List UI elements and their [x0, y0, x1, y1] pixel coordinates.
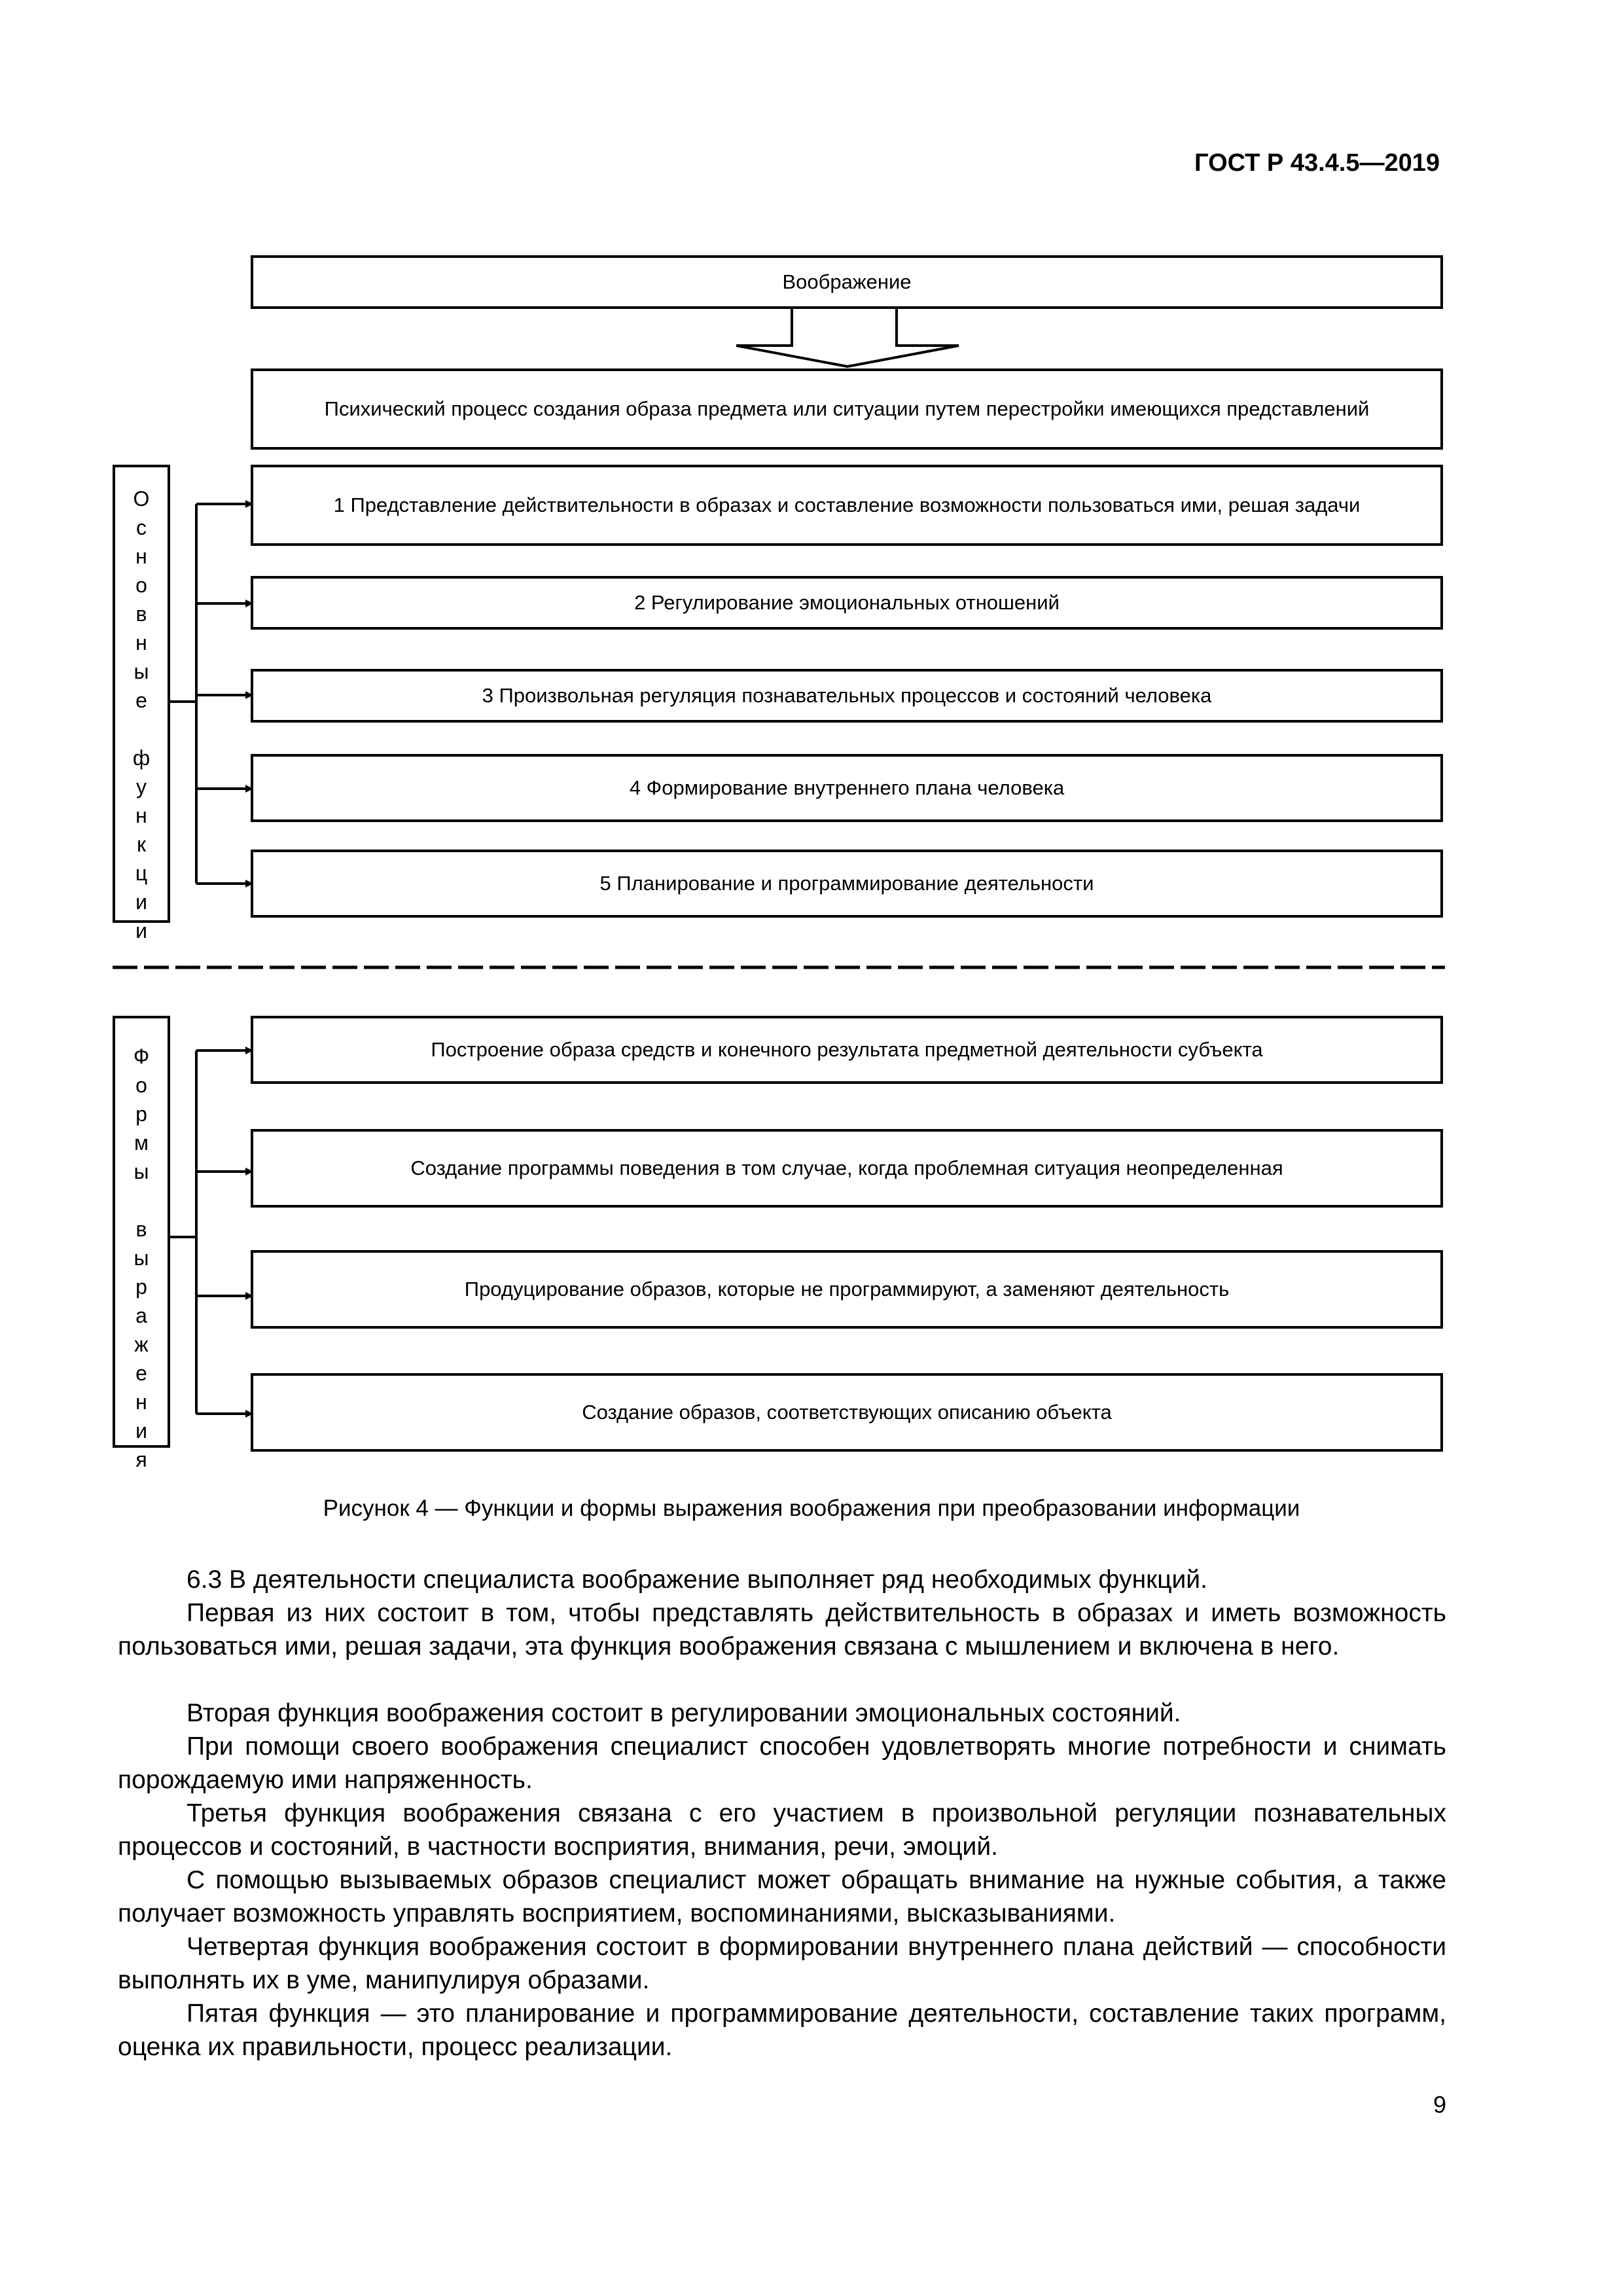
- paragraph: Четвертая функция воображения состоит в формировании внутреннего плана действий — способности выполнять их в уме, манипулируя образами.: [118, 1933, 1446, 1994]
- label-letter: ы: [134, 660, 149, 683]
- definition-text: Психический процесс создания образа предмета или ситуации путем перестройки имеющихся представлений: [324, 397, 1370, 420]
- form-text-1: Построение образа средств и конечного результата предметной деятельности субъекта: [431, 1037, 1263, 1061]
- form-text-4: Создание образов, соответствующих описанию объекта: [582, 1400, 1112, 1424]
- document-code: ГОСТ Р 43.4.5—2019: [1194, 149, 1440, 177]
- form-box-1: [251, 1016, 1443, 1084]
- label-letter: в: [135, 602, 147, 626]
- label-letter: ц: [135, 861, 148, 885]
- label-letter: [122, 715, 161, 744]
- label-letter: и: [135, 919, 147, 942]
- forms-vertical-label: [122, 1042, 161, 1474]
- label-letter: о: [135, 573, 147, 597]
- function-box-3: [251, 669, 1443, 723]
- label-letter: ы: [134, 1246, 149, 1270]
- label-letter: р: [135, 1102, 147, 1126]
- label-letter: ж: [134, 1333, 149, 1356]
- label-letter: [122, 1186, 161, 1215]
- imagination-title: Воображение: [782, 270, 912, 293]
- paragraph: С помощью вызываемых образов специалист может обращать внимание на нужные события, а также получает возможность управлять восприятием, воспоминаниями, высказываниями.: [118, 1866, 1446, 1928]
- form-text-2: Создание программы поведения в том случае, когда проблемная ситуация неопределенная: [410, 1156, 1283, 1179]
- form-text-3: Продуцирование образов, которые не программируют, а заменяют деятельность: [464, 1277, 1230, 1300]
- form-box-2: [251, 1129, 1443, 1208]
- form-box-3: [251, 1250, 1443, 1329]
- paragraph: Первая из них состоит в том, чтобы представлять действительность в образах и иметь возможность пользоваться ими, решая задачи, эта функция воображения связана с мышлением и включена в него.: [118, 1599, 1446, 1660]
- function-text-1: 1 Представление действительности в образах и составление возможности пользоваться ими, решая задачи: [333, 493, 1361, 516]
- imagination-title-box: [251, 255, 1443, 309]
- label-letter: н: [135, 804, 147, 827]
- function-text-3: 3 Произвольная регуляция познавательных процессов и состояний человека: [482, 683, 1212, 707]
- function-text-5: 5 Планирование и программирование деятельности: [599, 871, 1094, 895]
- label-letter: о: [135, 1073, 147, 1097]
- label-letter: Ф: [133, 1045, 150, 1068]
- paragraph: При помощи своего воображения специалист способен удовлетворять многие потребности и снимать порождаемую ими напряженность.: [118, 1732, 1446, 1794]
- label-letter: я: [135, 1448, 147, 1471]
- label-letter: е: [135, 1361, 147, 1385]
- label-letter: е: [135, 689, 147, 712]
- paragraph: 6.3 В деятельности специалиста воображение выполняет ряд необходимых функций.: [187, 1566, 1207, 1594]
- label-letter: н: [135, 545, 147, 568]
- label-letter: н: [135, 631, 147, 655]
- function-box-1: [251, 465, 1443, 546]
- label-letter: у: [136, 775, 147, 798]
- page-number: 9: [1433, 2091, 1446, 2118]
- label-letter: р: [135, 1275, 147, 1299]
- label-letter: в: [135, 1217, 147, 1241]
- label-letter: а: [135, 1304, 147, 1327]
- function-text-4: 4 Формирование внутреннего плана человека: [629, 776, 1065, 799]
- label-letter: ф: [132, 746, 151, 770]
- label-letter: О: [133, 487, 150, 511]
- label-letter: к: [137, 833, 146, 856]
- figure-caption: Рисунок 4 — Функции и формы выражения воображения при преобразовании информации: [323, 1496, 1300, 1521]
- paragraph: Вторая функция воображения состоит в регулировании эмоциональных состояний.: [187, 1699, 1181, 1727]
- function-box-5: [251, 850, 1443, 918]
- paragraph: Третья функция воображения связана с его участием в произвольной регуляции познавательных процессов и состояний, в частности восприятия, внимания, речи, эмоций.: [118, 1799, 1446, 1861]
- label-letter: и: [135, 1419, 147, 1443]
- function-box-2: [251, 576, 1443, 630]
- functions-vertical-label: [122, 484, 161, 945]
- label-letter: м: [134, 1131, 149, 1155]
- label-letter: и: [135, 890, 147, 914]
- label-letter: н: [135, 1390, 147, 1414]
- form-box-4: [251, 1373, 1443, 1452]
- paragraph: Пятая функция — это планирование и программирование деятельности, составление таких программ, оценка их правильности, процесс реализации.: [118, 2000, 1446, 2061]
- definition-box: [251, 368, 1443, 450]
- function-box-4: [251, 754, 1443, 822]
- label-letter: с: [136, 516, 147, 539]
- label-letter: ы: [134, 1160, 149, 1183]
- function-text-2: 2 Регулирование эмоциональных отношений: [634, 590, 1060, 614]
